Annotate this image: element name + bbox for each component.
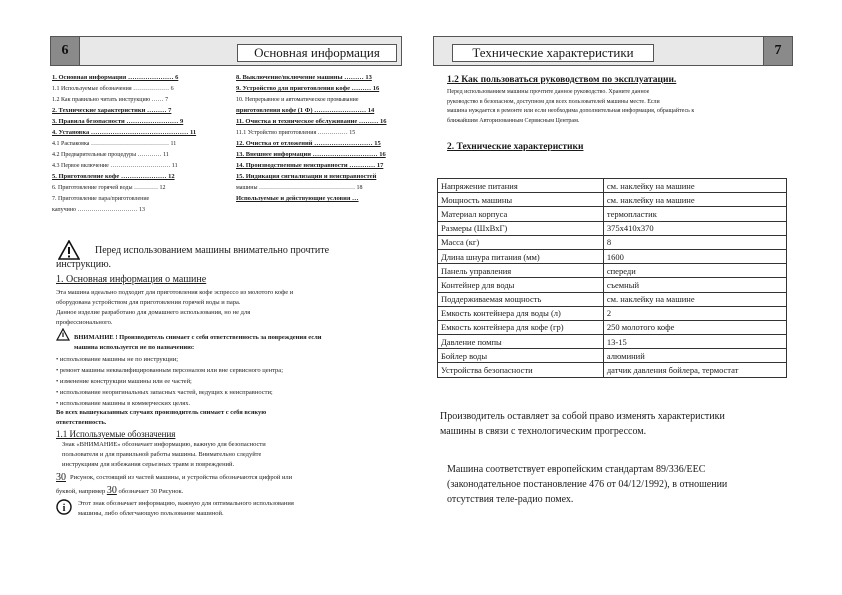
spec-row (438, 349, 787, 363)
section-1-2-body-line: Перед использованием машины прочтите данное руководство. Храните данное (447, 89, 650, 95)
section1-body-line: Эта машина идеально подходит для приготовления кофе эспрессо из молотого кофе и (56, 289, 294, 296)
spec-parameter: Длина шнура питания (мм) (438, 249, 604, 263)
toc-entry[interactable]: 13. Внешнее информации ………………………… 16 (236, 151, 386, 158)
manufacturer-note-line: машины в связи с технологическим прогрессом. (440, 426, 647, 437)
compliance-line: отсутствия теле-радио помех. (447, 494, 574, 505)
bullet-item: • изменение конструкции машины или ее частей; (56, 378, 192, 385)
manufacturer-note-line: Производитель оставляет за собой право изменять характеристики (440, 411, 725, 422)
spec-value: 13-15 (603, 335, 786, 349)
section-1-2-body-line: руководство в безопасном, доступном для всех пользователей машины месте. Если (447, 98, 660, 105)
bullet-item: • использование неоригинальных запасных частей, ведущих к неисправности; (56, 389, 273, 396)
spec-row (438, 207, 787, 221)
toc-entry[interactable]: 2. Технические характеристики ……… 7 (52, 107, 172, 114)
section1-body-line: профессионального. (56, 319, 113, 326)
section1-heading: 1. Основная информация о машине (56, 274, 207, 285)
right-page-number: 7 (763, 36, 793, 66)
section-1-2-body-line: машина нуждается в ремонте или если необходима дополнительная информация, обращайтесь к (447, 108, 695, 114)
spec-parameter: Давление помпы (438, 335, 604, 349)
toc-entry[interactable]: 1.1 Используемые обозначения ……………… 6 (52, 86, 174, 92)
section-1-2-body-line: ближайшим Авторизованным Сервисным Центрам. (447, 117, 580, 124)
toc-entry[interactable]: 5. Приготовление кофе ………………… 12 (52, 173, 175, 180)
toc-entry[interactable]: капучино ………………………… 13 (52, 207, 146, 213)
reference-number-1: 30 (56, 472, 66, 483)
spec-row (438, 363, 787, 377)
toc-entry[interactable]: 1. Основная информация ………………… 6 (52, 74, 179, 81)
spec-value: термопластик (603, 207, 786, 221)
spec-value: 1600 (603, 249, 786, 263)
subsection-body-line: инструкциям для избежания серьезных травм и повреждений. (62, 461, 235, 468)
info-icon-glyph: i (62, 503, 66, 514)
spec-parameter: Панель управления (438, 264, 604, 278)
spec-row (438, 278, 787, 292)
attention-line: ВНИМАНИЕ ! Производитель снимает с себя ответственность за повреждения если (74, 334, 322, 341)
warning-triangle-icon (58, 240, 80, 260)
toc-entry[interactable]: 15. Индикация сигнализации и неисправностей (236, 173, 377, 180)
toc-entry[interactable]: 4.1 Распаковка ………………………………… 11 (52, 141, 177, 147)
spec-parameter: Масса (кг) (438, 235, 604, 249)
toc-entry[interactable]: 10. Непрерывное и автоматическое промывание (236, 97, 359, 103)
bullet-item: • использование машины не по инструкции; (56, 356, 179, 363)
spec-row (438, 235, 787, 249)
spec-value: см. наклейку на машине (603, 193, 786, 207)
spec-row (438, 292, 787, 306)
toc-entry[interactable]: 12. Очистка от отложений ……………………… 15 (236, 140, 381, 147)
toc-entry[interactable]: 1.2 Как правильно читать инструкцию …… 7 (52, 97, 169, 103)
subsection-body-line: пользователя и для правильной работы машины. Внимательно следуйте (62, 451, 262, 458)
spec-parameter: Напряжение питания (438, 179, 604, 193)
spec-row (438, 264, 787, 278)
info-icon (56, 499, 72, 515)
left-page-title: Основная информация (237, 44, 397, 62)
spec-value: спереди (603, 264, 786, 278)
spec-parameter: Бойлер воды (438, 349, 604, 363)
spec-row (438, 306, 787, 320)
attention-line: машина используется не по назначению: (74, 344, 195, 351)
spec-row (438, 335, 787, 349)
spec-value: 375х410х370 (603, 221, 786, 235)
info-line: Этот знак обозначает информацию, важную для оптимального использования (78, 500, 294, 507)
spec-row (438, 221, 787, 235)
toc-entry[interactable]: 6. Приготовление горячей воды ………… 12 (52, 185, 166, 191)
reference-line-2-pre: буквой, например (56, 488, 106, 495)
spec-row (438, 320, 787, 334)
reference-number-2: 30 (106, 485, 117, 496)
toc-entry[interactable]: 4. Установка ……………………………………… 11 (52, 129, 197, 136)
spec-value: алюминий (603, 349, 786, 363)
spec-value: 8 (603, 235, 786, 249)
spec-parameter: Мощность машины (438, 193, 604, 207)
spec-row (438, 179, 787, 193)
compliance-line: (законодательное постановление 476 от 04/12/1992), в отношении (447, 479, 728, 490)
reference-line-2-post: обозначает 30 Рисунок. (118, 488, 184, 495)
toc-entry[interactable]: 11. Очистка и техническое обслуживание ……… 16 (236, 118, 387, 125)
spec-parameter: Емкость контейнера для кофе (гр) (438, 320, 604, 334)
section1-body-line: Данное изделие разработано для домашнего использования, но не для (56, 309, 251, 316)
spec-table (437, 178, 787, 378)
bullet-item: • ремонт машины неквалифицированным персоналом или вне сервисного центра; (56, 367, 284, 374)
section-2-heading: 2. Технические характеристики (447, 142, 584, 152)
toc-entry[interactable]: 4.3 Первое включение ………………………… 11 (52, 163, 178, 169)
subsection-body-line: Знак «ВНИМАНИЕ» обозначает информацию, важную для безопасности (62, 441, 266, 448)
toc-entry[interactable]: 11.1 Устройство приготовления …………… 15 (236, 130, 356, 136)
closing-line: ответственность. (56, 419, 107, 426)
compliance-line: Машина соответствует европейским стандартам 89/336/EEC (447, 464, 706, 475)
spec-parameter: Устройства безопасности (438, 363, 604, 377)
toc-entry[interactable]: приготовления кофе (1 Ф) …………………… 14 (236, 107, 375, 114)
warning-text-line2: инструкцию. (56, 259, 112, 270)
spec-value: 250 молотого кофе (603, 320, 786, 334)
right-page-header (433, 36, 793, 66)
toc-entry[interactable]: 4.2 Предварительные процедуры ………… 11 (52, 152, 169, 158)
toc-entry[interactable]: 7. Приготовление пара/приготовление (52, 196, 150, 202)
section1-body-line: оборудована устройством для приготовления горячей воды и пара. (56, 299, 241, 306)
closing-line: Во всех вышеуказанных случаях производитель снимает с себя всякую (56, 409, 267, 416)
spec-parameter: Поддерживаемая мощность (438, 292, 604, 306)
toc-entry[interactable]: 3. Правила безопасности …………………… 9 (52, 118, 184, 125)
spec-value: съемный (603, 278, 786, 292)
attention-triangle-icon (56, 328, 70, 341)
spec-row (438, 193, 787, 207)
toc-entry[interactable]: 8. Выключение/включение машины ……… 13 (236, 74, 372, 81)
spec-row (438, 249, 787, 263)
left-page-header (50, 36, 402, 66)
spec-parameter: Емкость контейнера для воды (л) (438, 306, 604, 320)
warning-text-line1: Перед использованием машины внимательно прочтите (95, 245, 330, 256)
toc-entry[interactable]: 9. Устройство для приготовления кофе ……… 16 (236, 85, 380, 92)
spec-parameter: Материал корпуса (438, 207, 604, 221)
toc-entry[interactable]: 14. Производственные неисправности ………… 17 (236, 162, 384, 169)
bullet-item: • использование машины в коммерческих целях. (56, 400, 191, 407)
spec-value: см. наклейку на машине (603, 179, 786, 193)
section-1-2-heading: 1.2 Как пользоваться руководством по эксплуатации. (447, 75, 677, 85)
toc-entry[interactable]: Используемые и действующие условия … (236, 195, 359, 202)
reference-line-2 (56, 485, 183, 496)
spec-value: см. наклейку на машине (603, 292, 786, 306)
subsection-heading: 1.1 Используемые обозначения (56, 429, 176, 439)
spec-parameter: Размеры (ШхВхГ) (438, 221, 604, 235)
right-page-title: Технические характеристики (452, 44, 654, 62)
spec-value: датчик давления бойлера, термостат (603, 363, 786, 377)
toc-entry[interactable]: машины ………………………………………… 18 (236, 185, 363, 191)
reference-line-1: Рисунок, состоящий из частей машины, и устройства обозначаются цифрой или (70, 474, 293, 481)
left-page-number: 6 (50, 36, 80, 66)
spec-value: 2 (603, 306, 786, 320)
spec-parameter: Контейнер для воды (438, 278, 604, 292)
info-line: машины, либо облегчающую пользование машиной. (78, 510, 224, 517)
